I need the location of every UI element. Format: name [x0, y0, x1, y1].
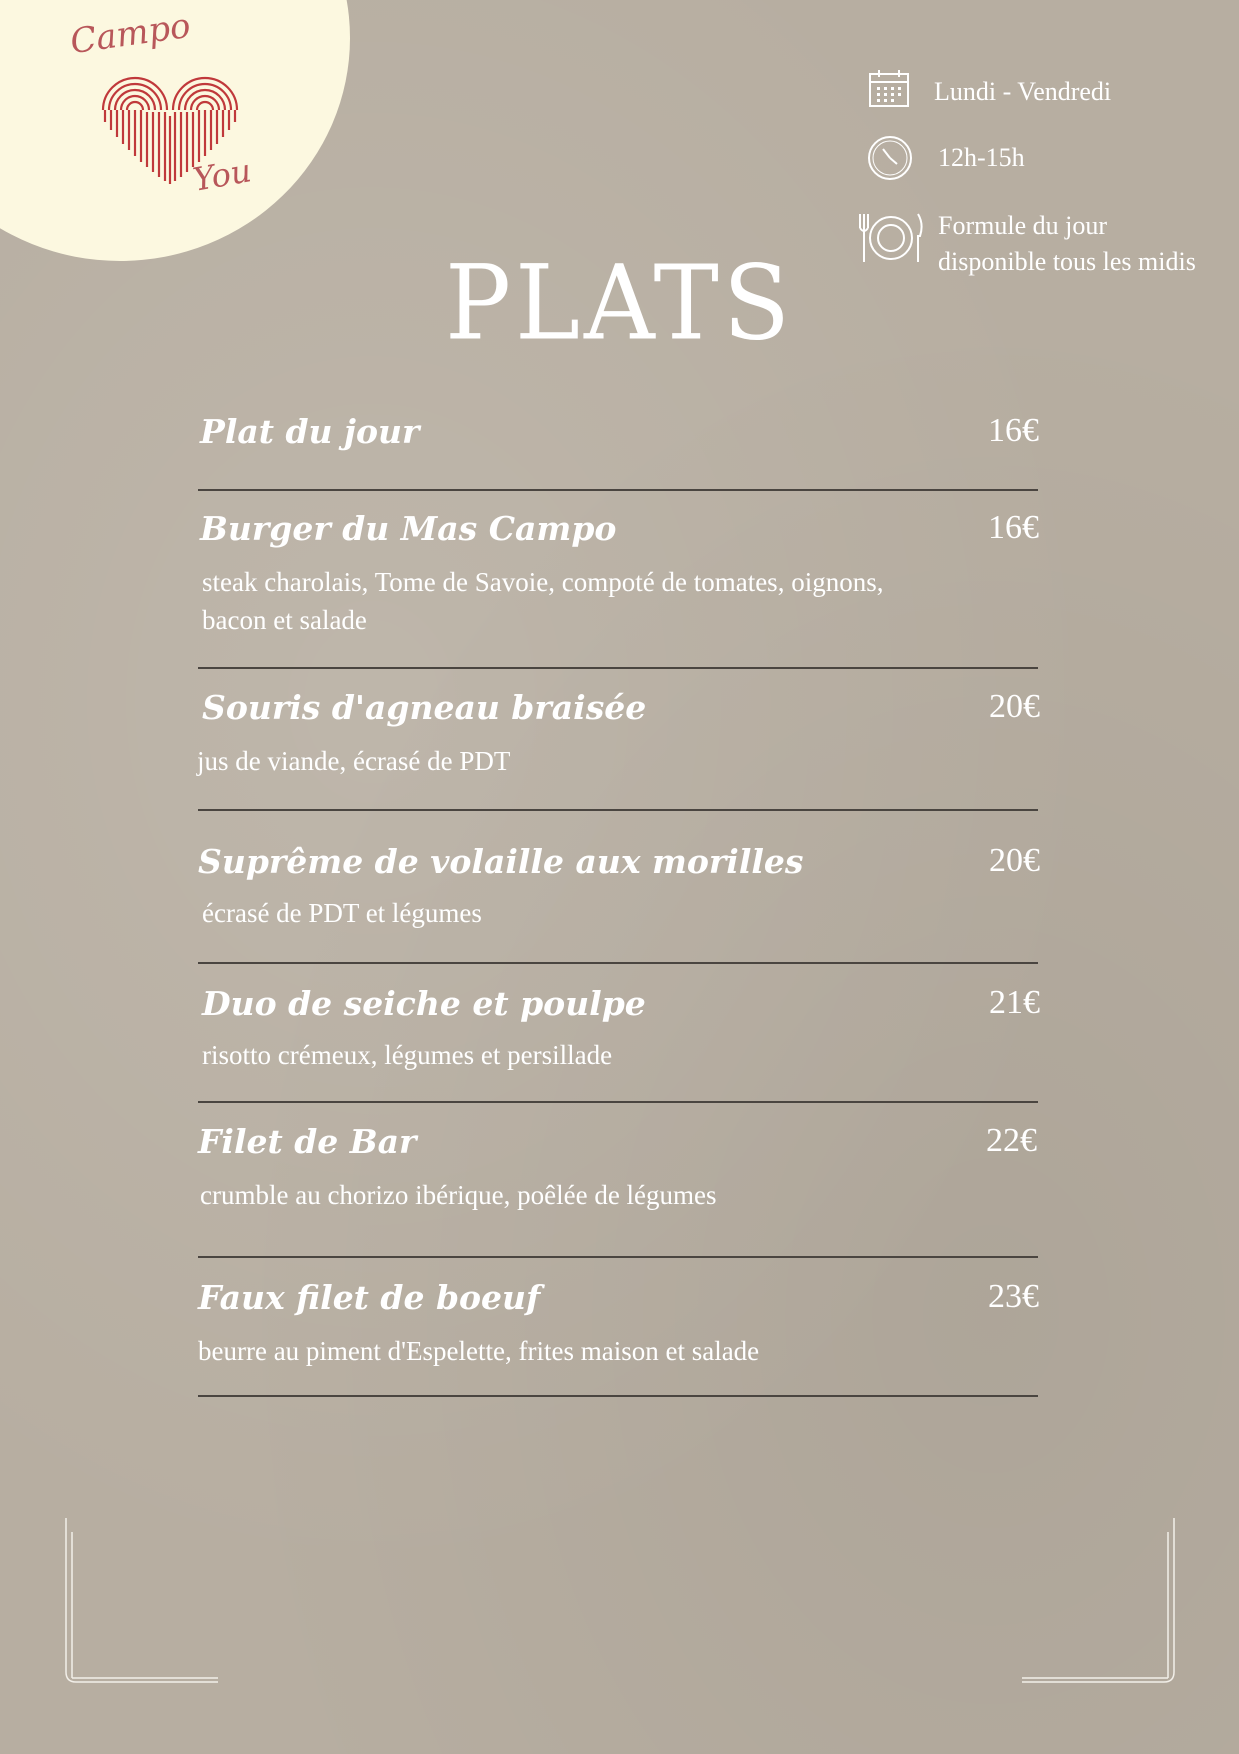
dish-description: jus de viande, écrasé de PDT	[197, 746, 511, 776]
divider	[198, 1101, 1038, 1103]
dish-price: 20€	[989, 688, 1040, 725]
dish-price: 16€	[988, 412, 1039, 449]
page-title: PLATS	[445, 244, 794, 364]
dish-price: 16€	[988, 509, 1039, 546]
divider	[198, 1256, 1038, 1258]
dish-description: beurre au piment d'Espelette, frites maison et salade	[198, 1336, 760, 1366]
days-text: Lundi - Vendredi	[934, 77, 1112, 106]
dish-description: risotto crémeux, légumes et persillade	[202, 1040, 613, 1070]
divider	[198, 667, 1038, 669]
corner-ornament-left	[62, 1512, 222, 1688]
dish-name: Burger du Mas Campo	[200, 509, 617, 548]
clock-icon	[866, 134, 914, 182]
dish-name: Duo de seiche et poulpe	[202, 984, 646, 1023]
calendar-icon	[868, 68, 910, 108]
formula-line-1: Formule du jour	[938, 211, 1107, 240]
dish-price: 23€	[988, 1278, 1039, 1315]
dish-name: Plat du jour	[200, 412, 420, 451]
logo-bottom-word: You	[190, 151, 255, 199]
dish-price: 22€	[986, 1122, 1037, 1159]
divider	[198, 489, 1038, 491]
dish-name: Faux filet de boeuf	[198, 1278, 541, 1317]
divider	[198, 1395, 1038, 1397]
dish-description: écrasé de PDT et légumes	[202, 898, 482, 928]
dish-name: Suprême de volaille aux morilles	[198, 842, 804, 881]
logo-top-word: Campo	[67, 5, 193, 63]
dish-name: Filet de Bar	[198, 1122, 417, 1161]
divider	[198, 962, 1038, 964]
hours-text: 12h-15h	[938, 143, 1025, 172]
dish-description: steak charolais, Tome de Savoie, compoté de tomates, oignons, bacon et salade	[202, 567, 884, 635]
corner-ornament-right	[1018, 1512, 1178, 1688]
dish-price: 20€	[989, 842, 1040, 879]
dish-price: 21€	[989, 984, 1040, 1021]
formula-line-2: disponible tous les midis	[938, 247, 1196, 276]
divider	[198, 809, 1038, 811]
dish-name: Souris d'agneau braisée	[202, 688, 647, 727]
dish-description: crumble au chorizo ibérique, poêlée de légumes	[200, 1180, 717, 1210]
